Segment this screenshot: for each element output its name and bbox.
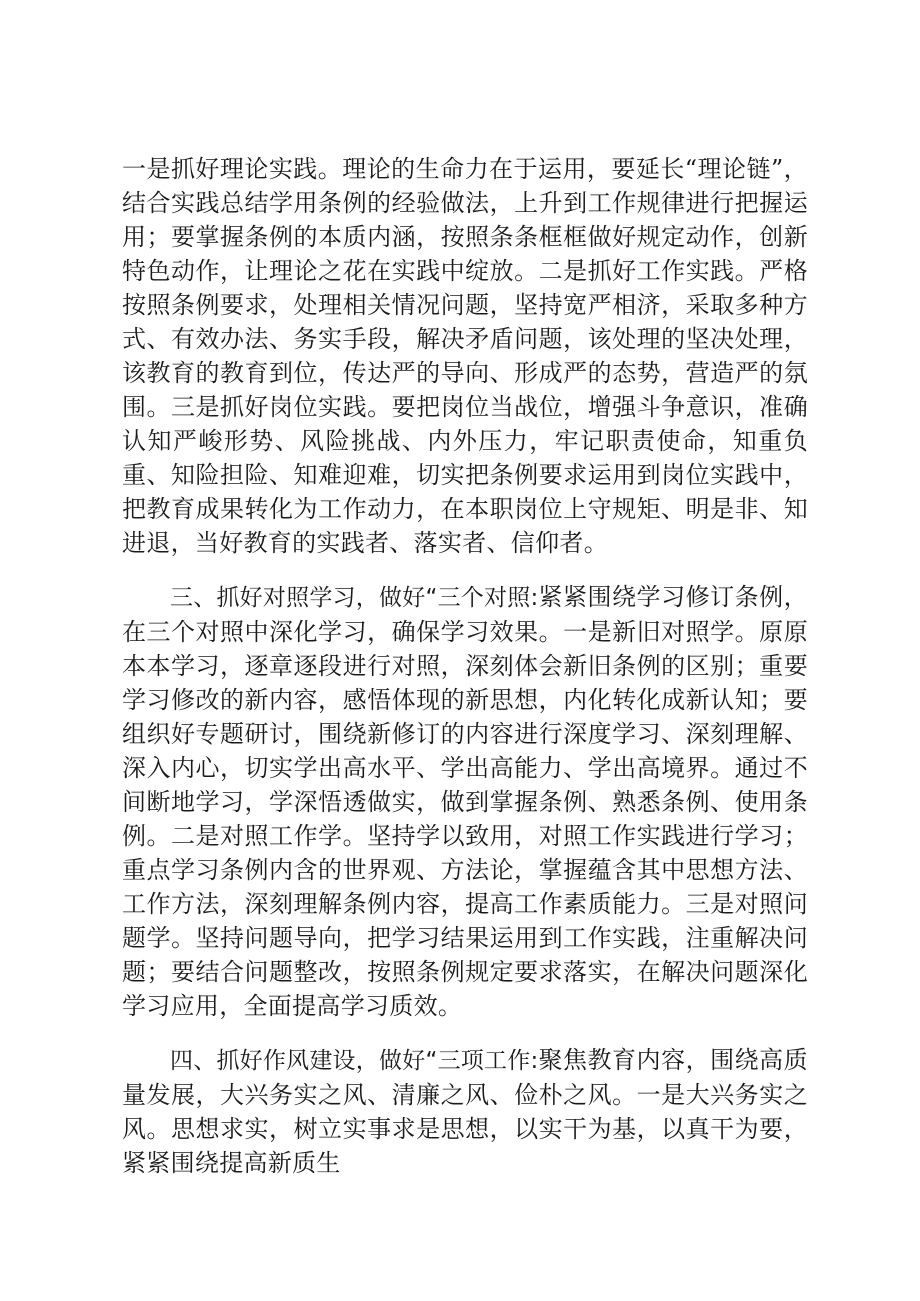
section-body-three: 紧紧围绕学习修订条例，在三个对照中深化学习，确保学习效果。一是新旧对照学。原原本本学习，逐章逐段进行对照，深刻体会新旧条例的区别；重要学习修改的新内容，感悟体现的新思想，内化转化成新认知；要组织好专题研讨，围绕新修订的内容进行深度学习、深刻理解、深入内心，切实学出高水平、学出高能力、学出高境界。通过不间断地学习，学深悟透做实，做到掌握条例、熟悉条例、使用条例。二是对照工作学。坚持学以致用，对照工作实践进行学习；重点学习条例内含的世界观、方法论，掌握蕴含其中思想方法、工作方法，深刻理解条例内容，提高工作素质能力。三是对照问题学。坚持问题导向，把学习结果运用到工作实践，注重解决问题；要结合问题整改，按照条例规定要求落实，在解决问题深化学习应用，全面提高学习质效。 xyxy=(122,583,808,1020)
paragraph-theory-practice: 一是抓好理论实践。理论的生命力在于运用，要延长“理论链”，结合实践总结学用条例的经验做法，上升到工作规律进行把握运用；要掌握条例的本质内涵，按照条条框框做好规定动作，创新特色动作，让理论之花在实践中绽放。二是抓好工作实践。严格按照条例要求，处理相关情况问题，坚持宽严相济，采取多种方式、有效办法、务实手段，解决矛盾问题，该处理的坚决处理，该教育的教育到位，传达严的导向、形成严的态势，营造严的氛围。三是抓好岗位实践。要把岗位当战位，增强斗争意识，准确认知严峻形势、风险挑战、内外压力，牢记职责使命，知重负重、知险担险、知难迎难，切实把条例要求运用到岗位实践中，把教育成果转化为工作动力，在本职岗位上守规矩、明是非、知进退，当好教育的实践者、落实者、信仰者。 xyxy=(122,155,808,557)
section-heading-three: 三、抓好对照学习，做好“三个对照: xyxy=(170,585,539,611)
document-body xyxy=(122,152,808,1180)
section-body-four: 聚焦教育内容，围绕高质量发展，大兴务实之风、清廉之风、俭朴之风。一是大兴务实之风。思想求实，树立实事求是思想，以实干为基，以真干为要，紧紧围绕提高新质生 xyxy=(122,1046,808,1177)
paragraph-work-style xyxy=(122,1043,808,1180)
paragraph-three-comparisons xyxy=(122,580,808,1023)
section-heading-four: 四、抓好作风建设，做好“三项工作: xyxy=(170,1048,539,1074)
